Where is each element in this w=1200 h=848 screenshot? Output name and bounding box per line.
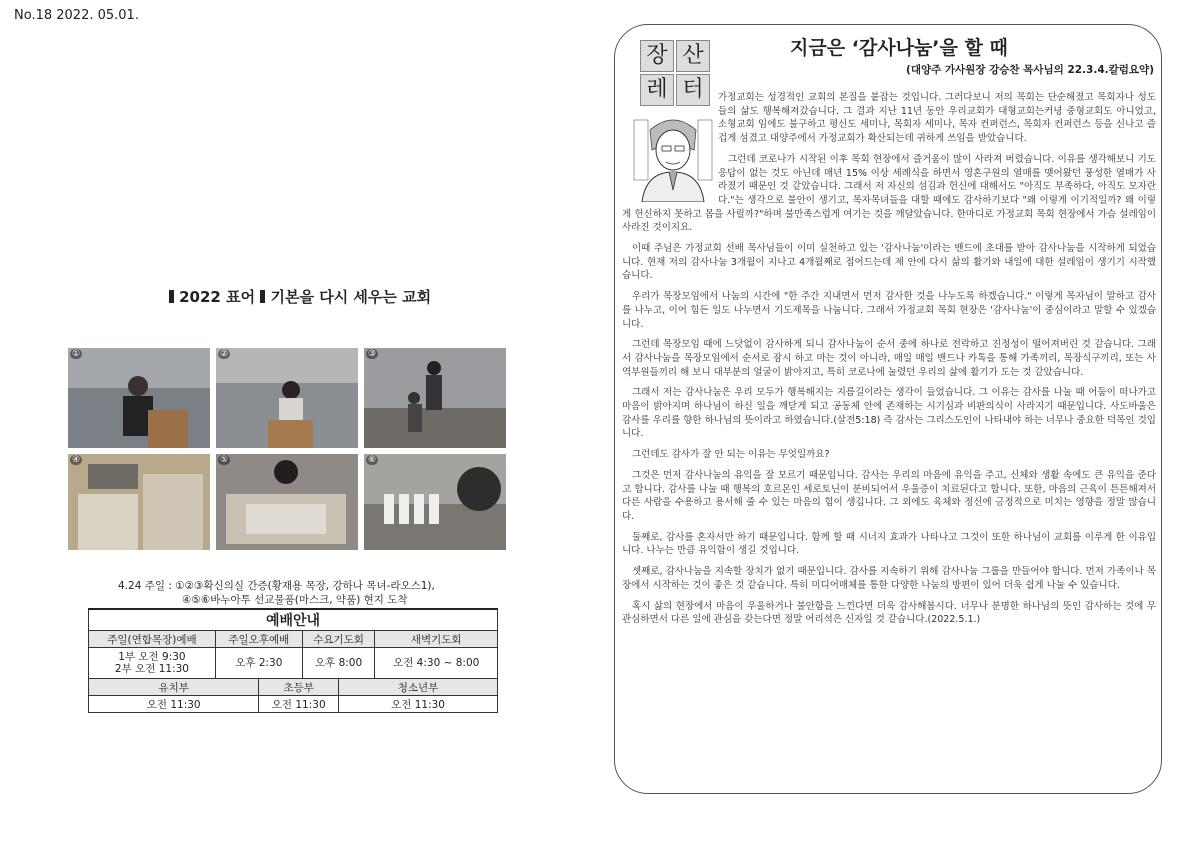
- dept-header: 청소년부: [339, 679, 498, 696]
- article-paragraph: 둘째로, 감사를 혼자서만 하기 때문입니다. 함께 할 때 시너지 효과가 나타나고 그것이 또한 하나님이 교회를 이루게 한 이유입니다. 나누는 만큼 유익함이 생길 것입니다.: [622, 531, 1156, 557]
- column-tile: 장: [640, 40, 674, 72]
- service-header: 주일오후예배: [215, 631, 302, 648]
- issue-date: No.18 2022. 05.01.: [14, 8, 139, 23]
- article-paragraph: 그것은 먼저 감사나눔의 유익을 잘 모르기 때문입니다. 감사는 우리의 마음에 유익을 주고, 신체와 생활 속에도 큰 유익을 준다고 합니다. 감사를 나눌 때 행복의 호르몬인 세로토닌이 분비되어서 우울증이 치료된다고 합니다. 또한, 마음의 근육이 튼튼해져서 다른 사람을 수용하고 용서해 줄 수 있는 마음의 힘이 생깁니다. 그 외에도 육체와 정신에 긍정적으로 미치는 영향을 정말 많습니다.: [622, 469, 1156, 522]
- dept-time: 오전 11:30: [89, 696, 259, 713]
- slogan-text: 기본을 다시 세우는 교회: [270, 288, 432, 306]
- service-time-line: 2부 오전 11:30: [114, 663, 189, 675]
- photo-testimony-man: [68, 348, 210, 448]
- dept-header: 유치부: [89, 679, 259, 696]
- service-header: 새벽기도회: [375, 631, 498, 648]
- article-subtitle: (대양주 가사원장 강승찬 목사님의 22.3.4.칼럼요약): [906, 64, 1154, 76]
- photo-medicine: [364, 454, 506, 550]
- dept-time: 오전 11:30: [339, 696, 498, 713]
- article-paragraph: 그런데도 감사가 잘 안 되는 이유는 무엇일까요?: [632, 449, 830, 461]
- photo-caption: [118, 579, 478, 607]
- column-tile: 레: [640, 74, 674, 106]
- service-time: [89, 648, 216, 679]
- service-time: 오후 2:30: [215, 648, 302, 679]
- slogan: [150, 286, 450, 307]
- square-bullet-icon: [169, 290, 174, 303]
- service-schedule-table: [88, 608, 498, 713]
- service-title: 예배안내: [89, 609, 498, 631]
- article-title: 지금은 ‘감사나눔’을 할 때: [790, 37, 1008, 59]
- caption-line: ④⑤⑥바누아투 선교물품(마스크, 약품) 현지 도착: [182, 594, 408, 606]
- article-paragraph: 혹시 삶의 현장에서 마음이 우울하거나 불안함을 느낀다면 더욱 감사해봅시다. 너무나 분명한 하나님의 뜻인 감사하는 것에 무관심하면서 다른 일에 관심을 갖는다면 정말 어리석은 신자일 것 같습니다.(2022.5.1.): [622, 600, 1156, 626]
- article-paragraph: 셋째로, 감사나눔을 지속할 장치가 없기 때문입니다. 감사를 지속하기 위해 감사나눔 그룹을 만들어야 합니다. 먼저 가족이나 목장에서 시작하는 것이 좋은 것 같습니다. 특히 미디어매체를 통한 다양한 나눔의 방편이 있어 더욱 쉽게 나눌 수 있습니다.: [622, 566, 1156, 591]
- photo-number: ②: [220, 349, 229, 359]
- service-header: 주일(연합목장)예배: [89, 631, 216, 648]
- column-tile: 터: [676, 74, 710, 106]
- service-time: 오전 4:30 ~ 8:00: [375, 648, 498, 679]
- dept-time: 오전 11:30: [259, 696, 339, 713]
- dept-header: 초등부: [259, 679, 339, 696]
- column-tile: 산: [676, 40, 710, 72]
- photo-number: ④: [72, 455, 81, 465]
- caption-line: 4.24 주일 : ①②③확신의실 간증(황재용 목장, 강하나 목녀-라오스1),: [118, 580, 435, 592]
- photo-testimony-woman: [216, 348, 358, 448]
- service-time: 오후 8:00: [302, 648, 375, 679]
- photo-number: ①: [72, 349, 81, 359]
- article-paragraph: 우리가 목장모임에서 나눔의 시간에 "한 주간 지내면서 먼저 감사한 것을 나누도록 하겠습니다." 이렇게 목자님이 말하고 감사를 나누고, 이어 힘든 일도 나누면서 기도제목을 나눕니다. 그래서 가정교회 목회 현장은 '감사나눔'이 중심이라고 말할 수 있겠습니다.: [622, 291, 1156, 330]
- article-body: [622, 91, 1156, 781]
- square-bullet-icon: [260, 290, 265, 303]
- service-time-line: 1부 오전 9:30: [118, 651, 186, 663]
- photo-number: ③: [368, 349, 377, 359]
- photo-prayer: [364, 348, 506, 448]
- article-paragraph: 그런데 목장모임 때에 느닷없이 감사하게 되니 감사나눔이 순서 중에 하나로 전락하고 진정성이 떨어져버린 것 같습니다. 그래서 감사나눔을 목장모임에서 순서로 잠시 하고 마는 것이 아니라, 매일 매일 밴드나 카톡을 통해 가족끼리, 목장식구끼리, 또는 사역부원들끼리 해 보니 대부분의 얼굴이 밝아지고, 특히 코로나에 눌렸던 우리의 삶에 활기가 도는 것 같았습니다.: [622, 339, 1156, 378]
- service-header: 수요기도회: [302, 631, 375, 648]
- photo-boxes: [68, 454, 210, 550]
- photo-number: ⑥: [368, 455, 377, 465]
- article-paragraph: 이때 주님은 가정교회 선배 목사님들이 이미 실천하고 있는 '감사나눔'이라는 밴드에 초대를 받아 감사나눔을 시작하게 되었습니다. 현재 저의 감사나눔 3개월이 지나고 4개월째로 접어드는데 제 안에 다시 삶의 활기와 내일에 대한 설레임이 생기기 시작했습니다.: [622, 243, 1156, 282]
- photo-masks: [216, 454, 358, 550]
- photo-number: ⑤: [220, 455, 229, 465]
- article-paragraph: 가정교회는 성경적인 교회의 본질을 붙잡는 것입니다. 그러다보니 저의 목회는 단순해졌고 목회자나 성도들의 삶도 행복해져갔습니다. 그 결과 지난 11년 동안 우리교회가 대형교회는커녕 중형교회도 아니었고, 소형교회 임에도 불구하고 평신도 세미나, 목회자 세미나, 목자 컨퍼런스, 목회자 컨퍼런스 등을 신나고 즐겁게 섬겼고 대양주에서 가정교회가 확산되는데 귀하게 쓰임을 받았습니다.: [718, 92, 1156, 145]
- slogan-year: 2022 표어: [179, 288, 256, 306]
- article-paragraph: 그래서 저는 감사나눔은 우리 모두가 행복해지는 지름길이라는 생각이 들었습니다. 그 이유는 감사를 나눌 때 어둠이 떠나가고 마음이 밝아지며 하나님이 하신 일을 깨닫게 되고 공동체 안에 존재하는 시기심과 비판의식이 사라지기 때문입니다. 사도바울은 감사를 우리를 향한 하나님의 뜻이라고 하였습니다.(살전5:18) 즉 감사는 그리스도인이 나타내야 하는 너무나 중요한 덕목인 것입니다.: [622, 387, 1156, 440]
- photo-grid: [68, 348, 508, 572]
- article-paragraph: 그런데 코로나가 시작된 이후 목회 현장에서 즐거움이 많이 사라져 버렸습니다. 이유를 생각해보니 기도응답이 없는 것도 아닌데 매년 15% 이상 세례식을 하면서 영혼구원의 열매를 맺어왔던 풍성한 열매가 사라졌기 때문인 것 같았습니다. 그래서 저 자신의 섬김과 헌신에 대해서도 "아직도 부족하다, 아직도 모자란다."는 생각으로 불안이 생기고, 목자목녀들을 대할 때에도 감사하기보다 "왜 이렇게 이기적일까? 왜 이렇게 헌신하지 못하고 몸을 사릴까?"하며 불만족스럽게 여기는 것을 깨달았습니다. 한마디로 가정교회 목회 현장에서 가슴 설레임이 사라진 것이지요.: [622, 153, 1156, 234]
